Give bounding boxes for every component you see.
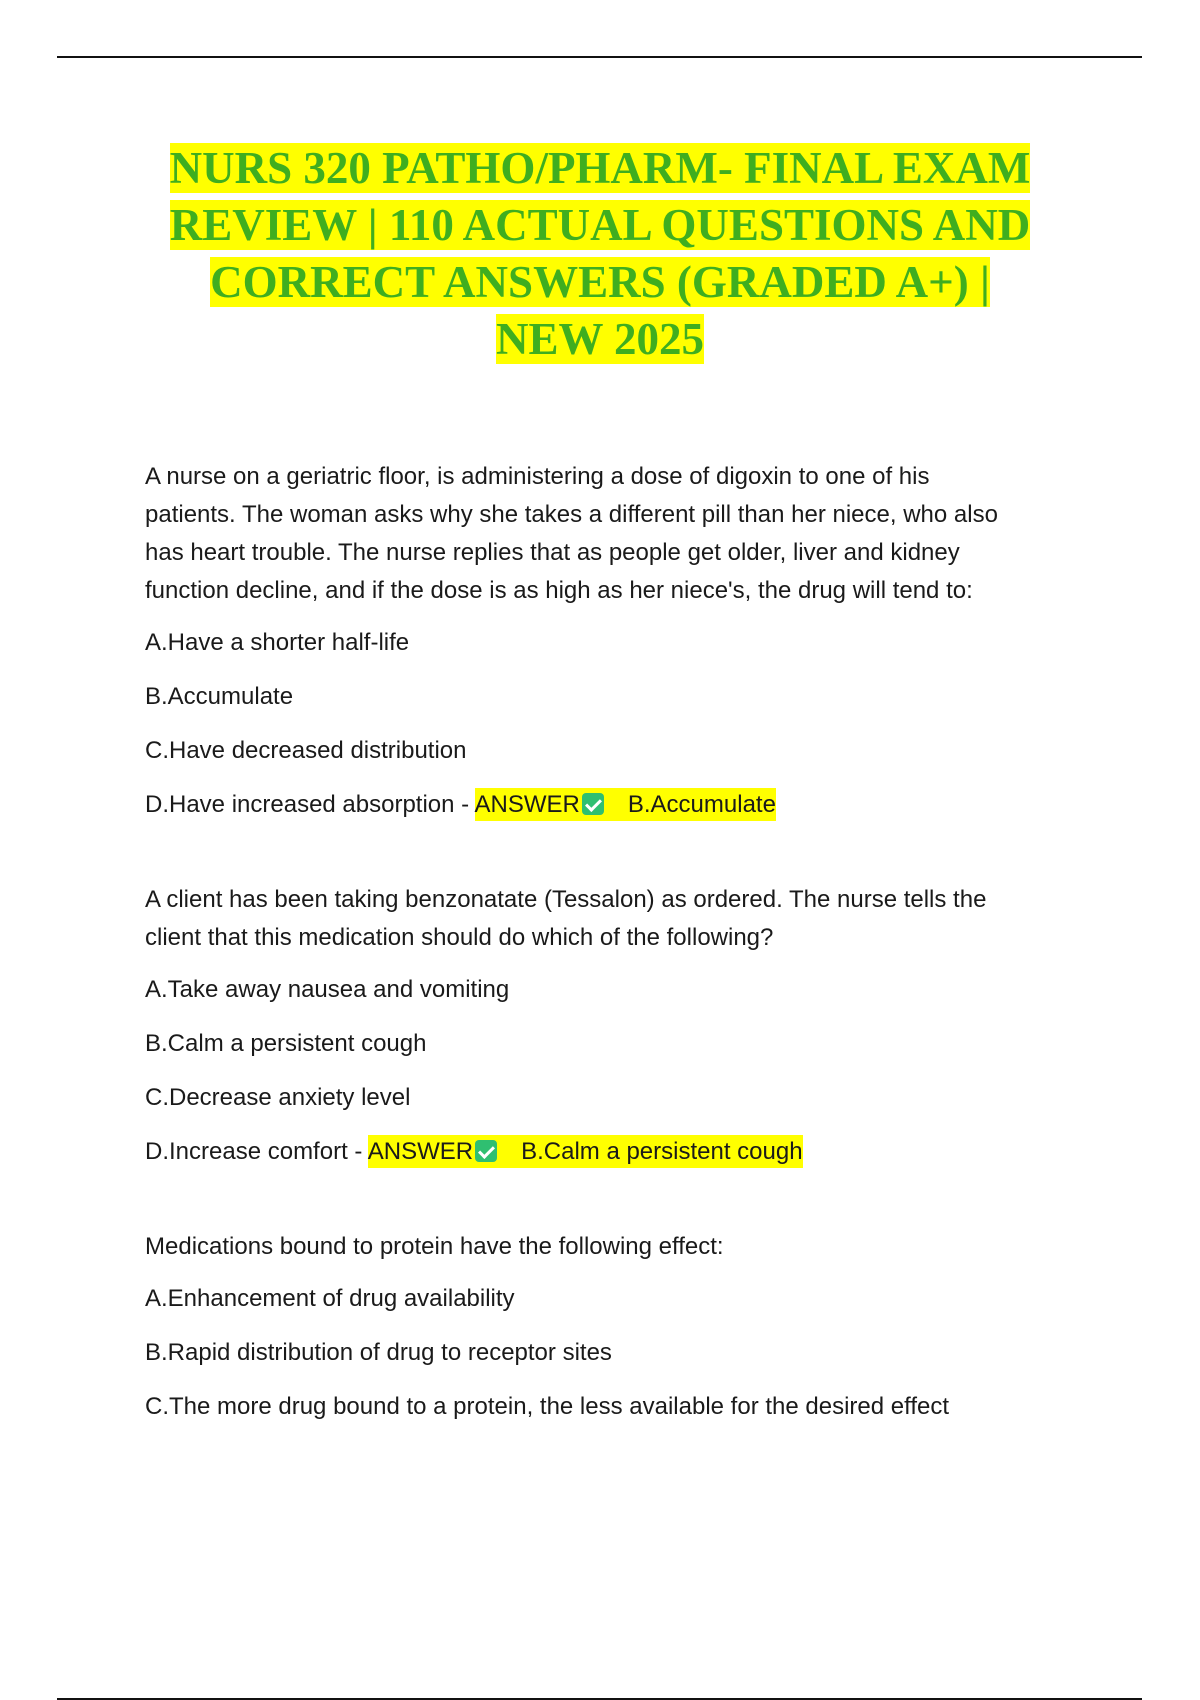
stem-line: patients. The woman asks why she takes a different pill than her niece, who also [145, 501, 998, 528]
question-3 [145, 1228, 1085, 1426]
stem-line: A nurse on a geriatric floor, is administering a dose of digoxin to one of his [145, 463, 930, 490]
question-stem [145, 1228, 1085, 1266]
option-d [145, 786, 1085, 824]
stem-line: Medications bound to protein have the following effect: [145, 1233, 724, 1260]
option-a: A.Take away nausea and vomiting [145, 976, 510, 1003]
title-line: NEW 2025 [496, 314, 704, 364]
question-2 [145, 881, 1085, 1171]
option-c: C.The more drug bound to a protein, the less available for the desired effect [145, 1393, 950, 1420]
question-1 [145, 458, 1085, 824]
questions-list [145, 458, 1085, 1483]
answer-highlight [368, 1135, 803, 1168]
stem-line: has heart trouble. The nurse replies that as people get older, liver and kidney [145, 539, 960, 566]
option-b: B.Rapid distribution of drug to receptor sites [145, 1339, 612, 1366]
option-d-text: D.Increase comfort - [145, 1138, 368, 1165]
option-d [145, 1133, 1085, 1171]
document-title [100, 140, 1100, 368]
option-c: C.Have decreased distribution [145, 737, 467, 764]
title-line: CORRECT ANSWERS (GRADED A+) | [210, 257, 990, 307]
answer-text: B.Calm a persistent cough [521, 1138, 803, 1165]
title-line: NURS 320 PATHO/PHARM- FINAL EXAM [169, 143, 1031, 193]
stem-line: A client has been taking benzonatate (Tessalon) as ordered. The nurse tells the [145, 886, 987, 913]
top-rule [57, 56, 1142, 58]
stem-line: client that this medication should do which of the following? [145, 924, 774, 951]
green-checkmark-icon [582, 793, 604, 815]
option-b: B.Calm a persistent cough [145, 1030, 427, 1057]
answer-label: ANSWER [367, 1138, 474, 1165]
option-a: A.Have a shorter half-life [145, 629, 410, 656]
option-d-text: D.Have increased absorption - [145, 791, 475, 818]
green-checkmark-icon [475, 1140, 497, 1162]
answer-text: B.Accumulate [627, 791, 776, 818]
question-stem [145, 881, 1085, 957]
title-line: REVIEW | 110 ACTUAL QUESTIONS AND [169, 200, 1031, 250]
option-a: A.Enhancement of drug availability [145, 1285, 515, 1312]
option-c: C.Decrease anxiety level [145, 1084, 411, 1111]
option-b: B.Accumulate [145, 683, 294, 710]
question-stem [145, 458, 1085, 610]
stem-line: function decline, and if the dose is as high as her niece's, the drug will tend to: [145, 577, 973, 604]
answer-highlight [475, 788, 776, 821]
answer-label: ANSWER [474, 791, 580, 818]
